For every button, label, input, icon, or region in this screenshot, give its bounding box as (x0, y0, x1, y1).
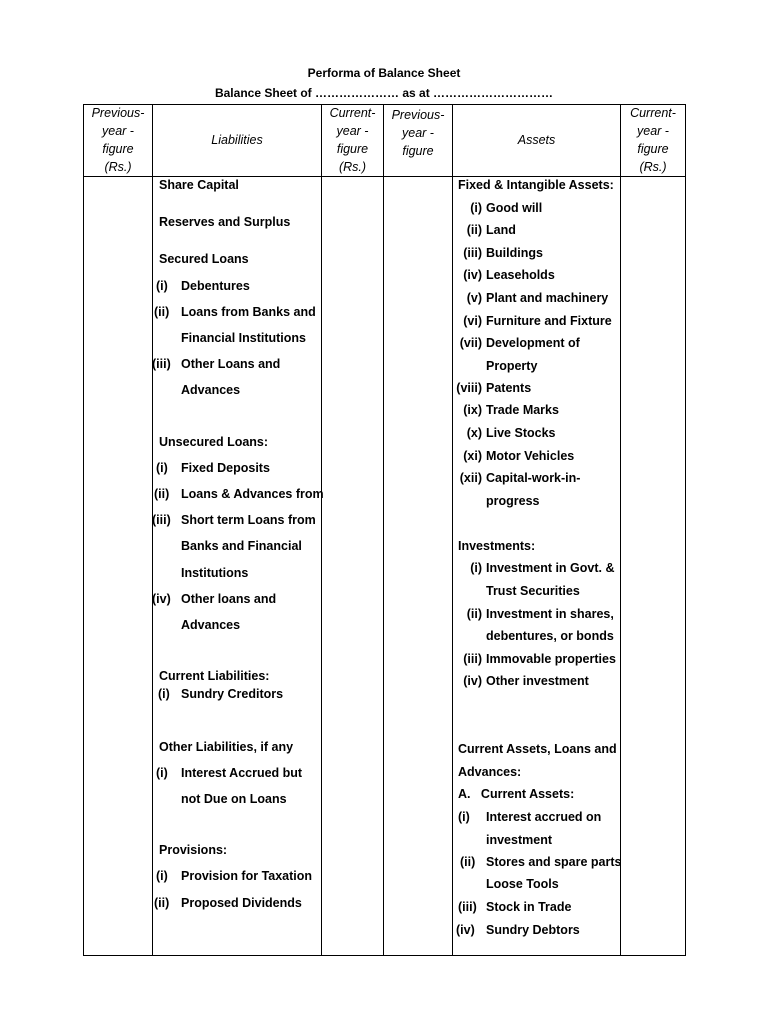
item-number: (iii) (463, 652, 482, 666)
column-divider (83, 104, 84, 956)
header-line: (Rs.) (338, 160, 367, 174)
column-divider (620, 104, 621, 956)
header-line: figure (402, 144, 434, 158)
header-line: year - (402, 126, 434, 140)
header-line: year - (637, 124, 669, 138)
header-line: Previous- (391, 108, 445, 122)
current-assets-heading: Current Assets, Loans and (458, 742, 617, 756)
asset-item: Sundry Debtors (486, 923, 580, 937)
unsecured-loans-heading: Unsecured Loans: (159, 435, 269, 449)
header-line: (Rs.) (639, 160, 667, 174)
current-liabilities-heading: Current Liabilities: (159, 669, 270, 683)
column-divider (383, 104, 384, 956)
asset-item: Immovable properties (486, 652, 616, 666)
header-current-year-liabilities (322, 104, 383, 176)
item-number: (iv) (152, 592, 171, 606)
liability-item: Fixed Deposits (181, 461, 270, 475)
asset-item: Development of (486, 336, 580, 350)
liability-item: Banks and Financial (181, 539, 302, 553)
liability-item: Advances (181, 618, 241, 632)
asset-item: Trust Securities (486, 584, 580, 598)
header-previous-year-assets (384, 104, 452, 176)
fixed-assets-heading: Fixed & Intangible Assets: (458, 178, 614, 192)
item-number: (vii) (459, 336, 482, 350)
asset-item: Live Stocks (486, 426, 556, 440)
asset-item: Patents (486, 381, 532, 395)
header-line: year - (336, 124, 369, 138)
header-line: Previous- (91, 106, 145, 120)
item-number: (v) (466, 291, 482, 305)
item-number: (i) (158, 687, 170, 701)
header-assets (453, 104, 620, 176)
header-line: figure (102, 142, 134, 156)
item-number: (viii) (456, 381, 482, 395)
asset-item: Investment in shares, (486, 607, 614, 621)
asset-item: Investment in Govt. & (486, 561, 615, 575)
asset-item: Other investment (486, 674, 589, 688)
header-line: (Rs.) (104, 160, 132, 174)
asset-item: Motor Vehicles (486, 449, 575, 463)
item-number: (i) (156, 766, 168, 780)
item-number: (i) (470, 561, 482, 575)
item-number: (iii) (463, 246, 482, 260)
investments-heading: Investments: (458, 539, 536, 553)
header-line: figure (637, 142, 669, 156)
header-previous-year-liabilities (84, 104, 152, 176)
item-number: (ii) (154, 896, 170, 910)
asset-item: Stock in Trade (486, 900, 572, 914)
item-number: (x) (466, 426, 482, 440)
column-divider (152, 104, 153, 956)
item-number: (i) (156, 869, 168, 883)
asset-item: Land (486, 223, 516, 237)
liability-item: Financial Institutions (181, 331, 307, 345)
item-number: (xi) (463, 449, 482, 463)
liability-item: Advances (181, 383, 241, 397)
asset-item: Good will (486, 201, 543, 215)
liability-item: Other loans and (181, 592, 277, 606)
liability-item: Interest Accrued but (181, 766, 303, 780)
table-bottom-border (83, 955, 685, 956)
item-number: (i) (470, 201, 482, 215)
header-line: year - (102, 124, 134, 138)
asset-item: debentures, or bonds (486, 629, 614, 643)
asset-item: Plant and machinery (486, 291, 609, 305)
item-number: (iv) (456, 923, 475, 937)
header-line: Current- (630, 106, 676, 120)
asset-item: Furniture and Fixture (486, 314, 612, 328)
liability-item: Other Loans and (181, 357, 281, 371)
item-number: (i) (156, 461, 168, 475)
liability-item: not Due on Loans (181, 792, 287, 806)
item-number: (i) (156, 279, 168, 293)
column-divider (321, 104, 322, 956)
liability-item: Institutions (181, 566, 249, 580)
item-number: (ii) (466, 607, 482, 621)
item-number: (vi) (463, 314, 482, 328)
share-capital: Share Capital (159, 178, 239, 192)
provisions-heading: Provisions: (159, 843, 228, 857)
liability-item: Loans from Banks and (181, 305, 316, 319)
item-number: (ii) (154, 487, 170, 501)
other-liabilities-heading: Other Liabilities, if any (159, 740, 294, 754)
header-liabilities (153, 104, 321, 176)
asset-item: Trade Marks (486, 403, 559, 417)
item-number: (ii) (154, 305, 170, 319)
asset-item: Loose Tools (486, 877, 559, 891)
item-number: (iii) (152, 357, 171, 371)
item-number: (ii) (466, 223, 482, 237)
header-line: Current- (329, 106, 376, 120)
asset-item: Leaseholds (486, 268, 555, 282)
liability-item: Provision for Taxation (181, 869, 313, 883)
header-current-year-assets (621, 104, 685, 176)
column-divider (685, 104, 686, 956)
document-subtitle: Balance Sheet of ………………… as at ………………………… (214, 86, 554, 100)
current-assets-heading: Advances: (458, 765, 522, 779)
item-number: (iv) (463, 674, 482, 688)
asset-item: Property (486, 359, 538, 373)
liability-item: Sundry Creditors (181, 687, 284, 701)
asset-item: investment (486, 833, 552, 847)
liability-item: Short term Loans from (181, 513, 316, 527)
header-line: figure (336, 142, 369, 156)
current-assets-subheading: A. Current Assets: (458, 787, 575, 801)
asset-item: Interest accrued on (486, 810, 602, 824)
item-number: (iv) (463, 268, 482, 282)
reserves-and-surplus: Reserves and Surplus (159, 215, 291, 229)
secured-loans-heading: Secured Loans (159, 252, 249, 266)
item-number: (xii) (459, 471, 482, 485)
asset-item: Buildings (486, 246, 543, 260)
item-number: (iii) (152, 513, 171, 527)
asset-item: Stores and spare parts (486, 855, 622, 869)
asset-item: progress (486, 494, 540, 508)
item-number: (ii) (460, 855, 476, 869)
header-line: Liabilities (211, 133, 263, 147)
asset-item: Capital-work-in- (486, 471, 581, 485)
item-number: (iii) (458, 900, 477, 914)
document-title: Performa of Balance Sheet (307, 66, 461, 80)
liability-item: Debentures (181, 279, 250, 293)
item-number: (ix) (463, 403, 482, 417)
liability-item: Proposed Dividends (181, 896, 302, 910)
header-line: Assets (517, 133, 556, 147)
item-number: (i) (458, 810, 470, 824)
liability-item: Loans & Advances from (181, 487, 324, 501)
